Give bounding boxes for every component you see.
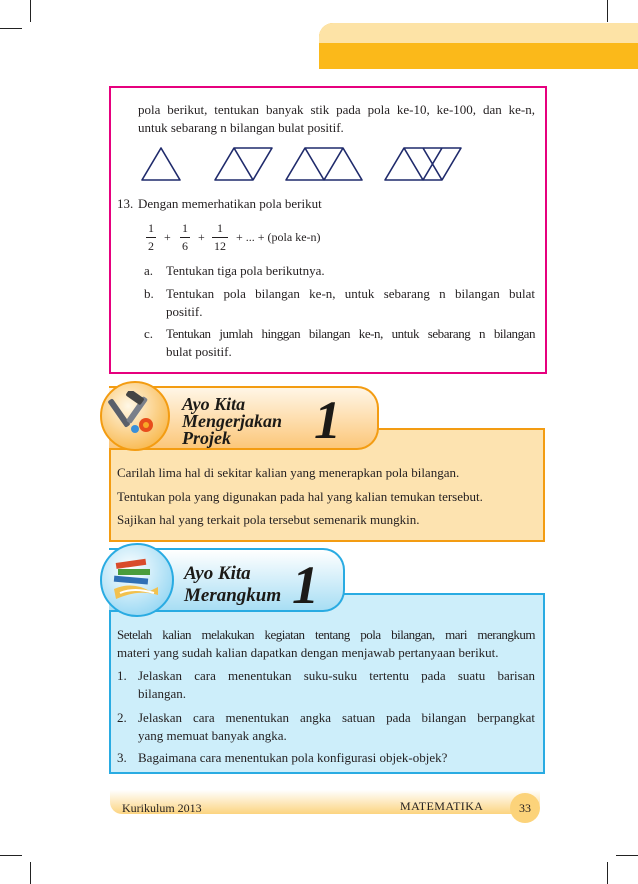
fraction-numerator: 1 [217,221,223,235]
fraction [212,221,228,254]
rangkum-item-number: 2. [117,710,127,725]
footer-curriculum: Kurikulum 2013 [122,801,202,815]
projek-line: Carilah lima hal di sekitar kalian yang menerapkan pola bilangan. [117,465,460,480]
item-text: Tentukan tiga pola berikutnya. [166,263,325,278]
exercise-line: pola berikut, tentukan banyak stik pada pola ke-10, ke-100, dan ke-n, [138,102,535,117]
tools-gear-icon [108,391,160,437]
page-number: 33 [510,793,540,823]
fraction-bar [212,237,228,238]
crop-mark [30,862,31,884]
item-text: Tentukan jumlah hinggan bilangan ke-n, untuk sebarang n bilangan [166,326,535,341]
header-accent-bar [319,23,638,69]
plus-sign: + [198,230,205,244]
rangkum-item-text: Jelaskan cara menentukan suku-suku tertentu pada suatu barisan [138,668,535,683]
fraction-denominator: 12 [214,239,226,253]
rangkum-item-text: Jelaskan cara menentukan angka satuan pada bilangan berpangkat [138,710,535,725]
fraction-denominator: 2 [148,239,154,253]
rangkum-intro: Setelah kalian melakukan kegiatan tentang pola bilangan, mari merangkum [117,627,535,642]
rangkum-intro: materi yang sudah kalian dapatkan dengan menjawab pertanyaan berikut. [117,645,499,660]
fraction-bar [146,237,156,238]
projek-line: Tentukan pola yang digunakan pada hal yang kalian temukan tersebut. [117,489,483,504]
question-number: 13. [117,196,134,211]
fraction [146,221,156,254]
triangle-pattern-1 [142,148,180,180]
footer-subject: MATEMATIKA [400,799,484,813]
item-text: Tentukan pola bilangan ke-n, untuk sebarang n bilangan bulat [166,286,535,301]
item-text: bulat positif. [166,344,232,359]
item-text: positif. [166,304,203,319]
fraction-bar [180,237,190,238]
crop-mark [0,28,22,29]
projek-line: Sajikan hal yang terkait pola tersebut semenarik mungkin. [117,512,420,527]
triangle-pattern-2 [215,148,272,180]
rangkum-item-text: yang memuat banyak angka. [138,728,287,743]
crop-mark [607,0,608,22]
crop-mark [30,0,31,22]
fraction-denominator: 6 [182,239,188,253]
projek-title-line: Mengerjakan [182,411,283,431]
question-text: Dengan memerhatikan pola berikut [138,196,322,211]
rangkum-title-line: Ayo Kita [184,563,251,584]
rangkum-item-number: 3. [117,750,127,765]
projek-title-line: Ayo Kita [182,394,246,414]
rangkum-item-text: Bagaimana cara menentukan pola konfigurasi objek-objek? [138,750,448,765]
crop-mark [607,862,608,884]
projek-number: 1 [314,390,341,450]
rangkum-title [184,563,281,607]
triangle-pattern-3 [286,148,362,180]
rangkum-item-text: bilangan. [138,686,187,701]
plus-sign: + [164,230,171,244]
projek-title-line: Projek [182,428,231,448]
series-tail: + ... + (pola ke-n) [236,230,321,244]
exercise-line: untuk sebarang n bilangan bulat positif. [138,120,344,135]
rangkum-item-number: 1. [117,668,127,683]
item-letter: a. [144,263,154,278]
triangle-pattern-4 [385,148,461,180]
rangkum-number: 1 [292,555,319,615]
fraction-numerator: 1 [148,221,154,235]
rangkum-title-line: Merangkum [184,585,282,606]
crop-mark [616,855,638,856]
fraction-series [146,221,406,257]
item-letter: c. [144,326,154,341]
crop-mark [0,855,22,856]
fraction-numerator: 1 [182,221,188,235]
item-letter: b. [144,286,154,301]
stick-pattern-figure [140,146,480,182]
fraction [180,221,190,254]
books-icon [110,553,164,603]
projek-title [182,396,282,447]
